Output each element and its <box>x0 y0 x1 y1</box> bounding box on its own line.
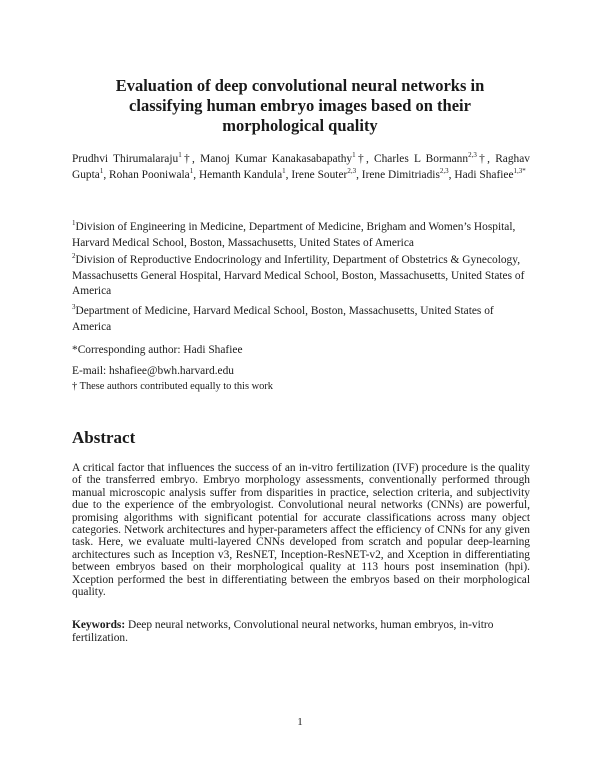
author <box>198 166 292 181</box>
affiliation-2 <box>72 253 530 300</box>
paper-title <box>90 76 510 136</box>
author-affiliation-marker: 1 <box>352 151 356 160</box>
affiliation-text: Department of Medicine, Harvard Medical School, Boston, Massachusetts, United States of America <box>72 305 494 333</box>
title-line: morphological quality <box>222 116 378 135</box>
author-list <box>72 152 530 183</box>
author-equal-contribution-mark: † <box>355 153 366 165</box>
author-separator: , <box>448 168 455 181</box>
author-name: Charles L Bormann <box>374 153 469 165</box>
affiliation-text: Division of Reproductive Endocrinology and Infertility, Department of Obstetrics & Gynecology, Massachusetts General Hospital, Harvard Medical School, Boston, Massachusetts, United States of America <box>72 254 525 297</box>
author-affiliation-marker: 1,3* <box>513 166 526 175</box>
author <box>72 153 200 165</box>
title-line: Evaluation of deep convolutional neural networks in <box>115 76 485 95</box>
author-affiliation-marker: 2,3 <box>439 166 449 175</box>
author-name: Irene Souter <box>291 168 348 181</box>
corresponding-author: *Corresponding author: Hadi Shafiee <box>72 344 243 356</box>
email-address: E-mail: hshafiee@bwh.harvard.edu <box>72 365 234 377</box>
abstract-heading: Abstract <box>72 428 136 447</box>
author-affiliation-marker: 1 <box>282 166 286 175</box>
abstract-body: A critical factor that influences the success of an in-vitro fertilization (IVF) procedure is the quality of the transferred embryo. Embryo morphology assessments, conventionally performed through manual microscopic analysis suffer from disparities in practice, selection criteria, and subjectivity due to the experience of the embryologist. Convolutional neural networks (CNNs) are powerful, promising algorithms with significant potential for accurate classifications across many object categories. Network architectures and hyper-parameters affect the efficiency of CNNs for any given task. Here, we evaluate multi-layered CNNs developed from scratch and popular deep-learning architectures such as Inception v3, ResNET, Inception-ResNET-v2, and Xception in differentiating between embryos based on their morphological quality at 113 hours post insemination (hpi). Xception performed the best in differentiating between the embryos based on their morphological quality. <box>72 462 530 599</box>
author-affiliation-marker: 1 <box>189 166 194 175</box>
affiliation-marker: 2 <box>72 252 76 261</box>
author-separator: , <box>285 168 292 181</box>
author-separator: , <box>192 153 201 165</box>
affiliation-marker: 1 <box>72 219 76 228</box>
author-separator: , <box>193 168 199 181</box>
author-name: Raghav Gupta <box>72 153 530 181</box>
affiliation-1 <box>72 220 530 251</box>
author-separator: , <box>487 153 496 165</box>
author <box>454 166 526 181</box>
author-separator: , <box>103 168 110 181</box>
author-equal-contribution-mark: † <box>476 153 488 165</box>
author-affiliation-marker: 2,3 <box>347 166 357 175</box>
keywords-label: Keywords: <box>72 619 126 631</box>
author-separator: , <box>356 168 362 181</box>
author-separator: , <box>365 153 374 165</box>
author-equal-contribution-mark: † <box>181 153 193 165</box>
author <box>361 166 455 181</box>
equal-contribution-note: † These authors contributed equally to this work <box>72 381 273 392</box>
affiliation-marker: 3 <box>72 303 76 312</box>
author-affiliation-marker: 1 <box>178 151 182 160</box>
author-name: Prudhvi Thirumalaraju <box>72 153 179 165</box>
author-name: Rohan Pooniwala <box>109 168 190 181</box>
author-name: Irene Dimitriadis <box>361 168 440 181</box>
author-affiliation-marker: 2,3 <box>468 151 477 160</box>
author <box>291 166 362 181</box>
title-line: classifying human embryo images based on their <box>129 96 471 115</box>
author-name: Manoj Kumar Kanakasabapathy <box>200 153 353 165</box>
affiliation-text: Division of Engineering in Medicine, Department of Medicine, Brigham and Women’s Hospital, Harvard Medical School, Boston, Massachusetts, United States of America <box>72 221 516 249</box>
author <box>109 166 199 181</box>
keywords-text: Deep neural networks, Convolutional neural networks, human embryos, in-vitro fertilization. <box>72 619 494 644</box>
author-name: Hadi Shafiee <box>454 168 514 181</box>
page-number: 1 <box>297 716 303 728</box>
affiliation-3 <box>72 304 530 335</box>
author <box>374 153 495 165</box>
author <box>200 153 374 165</box>
author-affiliation-marker: 1 <box>99 166 104 175</box>
author-name: Hemanth Kandula <box>198 168 283 181</box>
keywords <box>72 619 530 645</box>
